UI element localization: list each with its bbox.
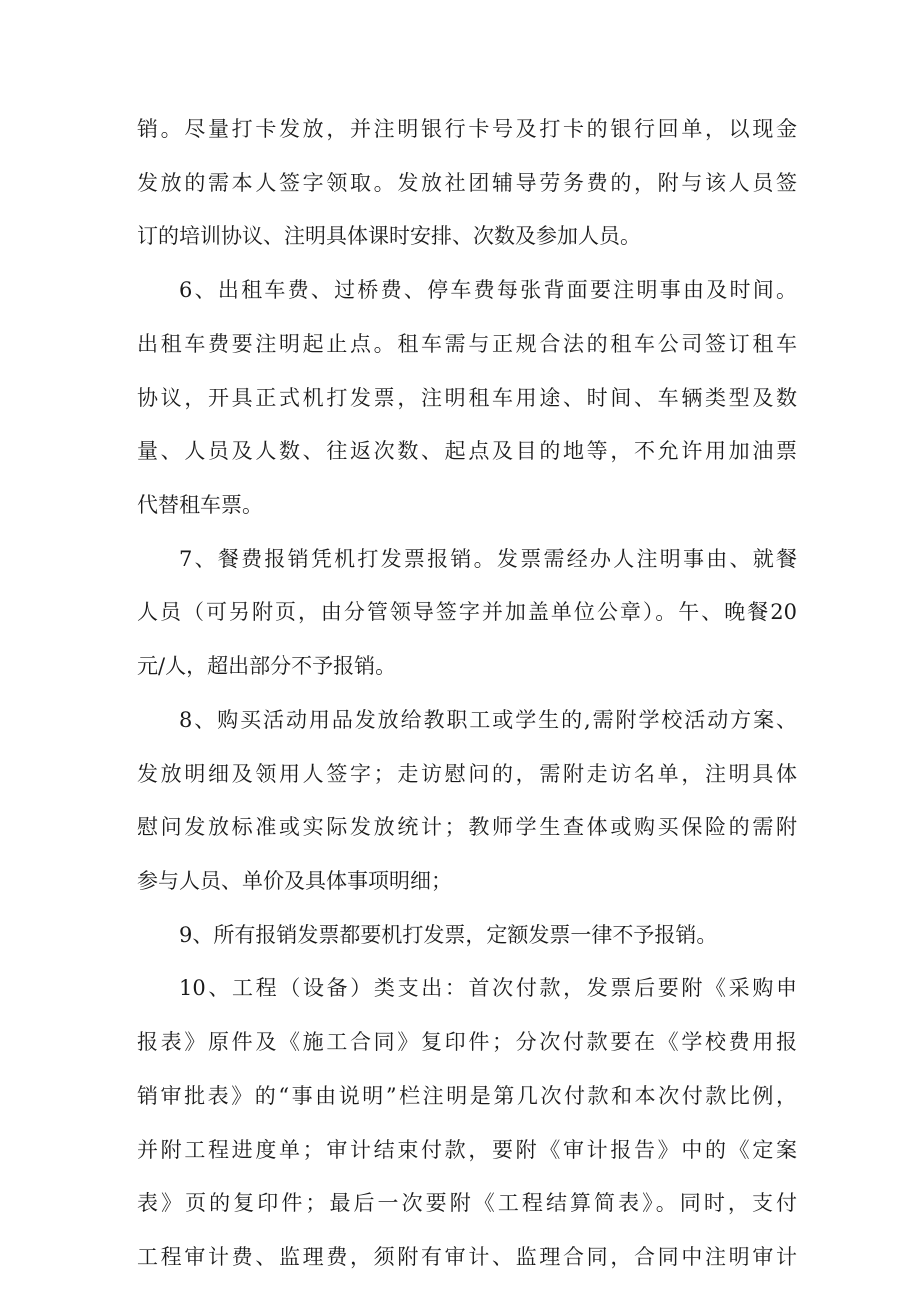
text-line: 量、人员及人数、往返次数、起点及目的地等，不允许用加油票 <box>137 439 797 463</box>
text-line: 销。尽量打卡发放，并注明银行卡号及打卡的银行回单，以现金 <box>137 117 797 141</box>
text-line: 报表》原件及《施工合同》复印件；分次付款要在《学校费用报 <box>137 1030 797 1054</box>
text-line: 销审批表》的“事由说明”栏注明是第几次付款和本次付款比例， <box>137 1084 797 1108</box>
text-line: 订的培训协议、注明具体课时安排、次数及参加人员。 <box>137 224 641 248</box>
text-line: 并附工程进度单；审计结束付款，要附《审计报告》中的《定案 <box>137 1138 797 1162</box>
paragraph-10-start: 10、工程（设备）类支出：首次付款，发票后要附《采购申 <box>179 976 797 1000</box>
text-line: 协议，开具正式机打发票，注明租车用途、时间、车辆类型及数 <box>137 386 797 410</box>
text-line: 发放的需本人签字领取。发放社团辅导劳务费的，附与该人员签 <box>137 171 797 195</box>
text-line: 工程审计费、监理费，须附有审计、监理合同，合同中注明审计 <box>137 1245 797 1269</box>
text-line: 表》页的复印件；最后一次要附《工程结算简表》。同时，支付 <box>137 1191 797 1215</box>
paragraph-6-start: 6、出租车费、过桥费、停车费每张背面要注明事由及时间。 <box>179 278 797 302</box>
paragraph-9-start: 9、所有报销发票都要机打发票，定额发票一律不予报销。 <box>179 923 718 947</box>
text-line: 人员（可另附页，由分管领导签字并加盖单位公章）。午、晚餐20 <box>137 600 797 624</box>
paragraph-7-start: 7、餐费报销凭机打发票报销。发票需经办人注明事由、就餐 <box>179 547 797 571</box>
text-line: 发放明细及领用人签字；走访慰问的，需附走访名单，注明具体 <box>137 762 797 786</box>
text-line: 参与人员、单价及具体事项明细； <box>137 869 452 893</box>
text-line: 出租车费要注明起止点。租车需与正规合法的租车公司签订租车 <box>137 332 797 356</box>
text-line: 元/人，超出部分不予报销。 <box>137 654 397 678</box>
text-line: 慰问发放标准或实际发放统计；教师学生查体或购买保险的需附 <box>137 815 797 839</box>
text-line: 代替租车票。 <box>137 493 263 517</box>
paragraph-8-start: 8、购买活动用品发放给教职工或学生的,需附学校活动方案、 <box>179 708 797 732</box>
